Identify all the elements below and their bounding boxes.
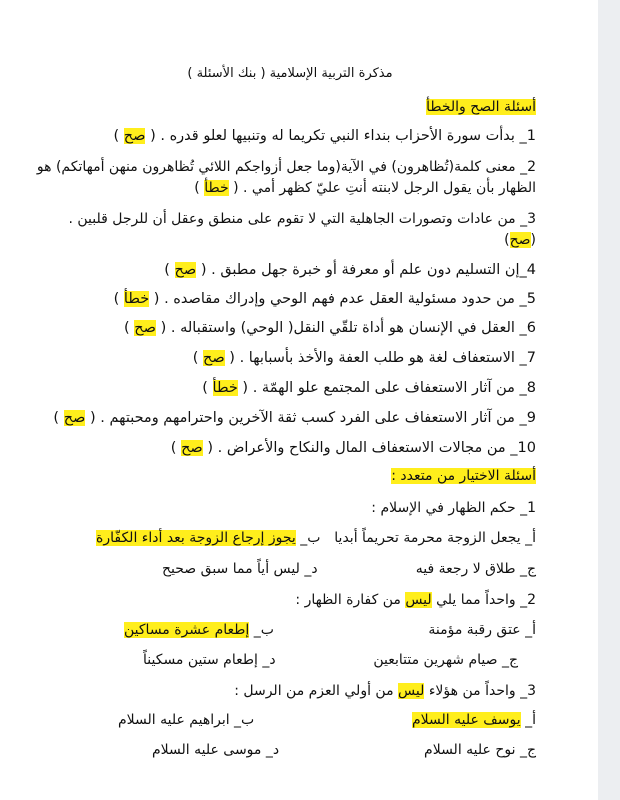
mcq-2-option-d: د_ إطعام ستين مسكيناً bbox=[143, 652, 276, 668]
mcq-heading: أسئلة الاختيار من متعدد : bbox=[391, 468, 536, 484]
mcq-2-option-c: ج_ صيام شهرين متتابعين bbox=[373, 652, 518, 668]
mcq-3-option-b: ب_ ابراهيم عليه السلام bbox=[118, 712, 255, 728]
tf-item-4: 4_إن التسليم دون علم أو معرفة أو خبرة جهل مطبق . ( صح ) bbox=[164, 262, 536, 278]
mcq-question-2: 2_ واحداً مما يلي ليس من كفارة الظهار : bbox=[295, 592, 536, 608]
tf-answer: صح bbox=[63, 410, 86, 426]
tf-heading: أسئلة الصح والخطأ bbox=[426, 99, 536, 115]
tf-answer: خطأ bbox=[123, 291, 150, 307]
tf-item-9: 9_ من آثار الاستعفاف على الفرد كسب ثقة الآخرين واحترامهم ومحبتهم . ( صح ) bbox=[53, 410, 536, 426]
mcq-1-option-a: أ_ يجعل الزوجة محرمة تحريماً أبديا bbox=[334, 530, 536, 546]
mcq-1-option-b: ب_ يجوز إرجاع الزوجة بعد أداء الكفّارة bbox=[96, 530, 321, 546]
mcq-3-option-d: د_ موسى عليه السلام bbox=[152, 742, 280, 758]
tf-answer: خطأ bbox=[212, 380, 238, 396]
mcq-1-option-d: د_ ليس أياً مما سبق صحيح bbox=[162, 561, 318, 577]
tf-item-10: 10_ من مجالات الاستعفاف المال والنكاح والأعراض . ( صح ) bbox=[170, 440, 536, 456]
tf-item-6: 6_ العقل في الإنسان هو أداة تلقّي النقل( الوحي) واستقباله . ( صح ) bbox=[124, 320, 536, 336]
page-margin-strip bbox=[598, 0, 620, 800]
mcq-3-option-a: أ_ يوسف عليه السلام bbox=[412, 712, 536, 728]
tf-item-7: 7_ الاستعفاف لغة هو طلب العفة والأخذ بأسبابها . ( صح ) bbox=[192, 350, 536, 366]
tf-item-5: 5_ من حدود مسئولية العقل عدم فهم الوحي وإدراك مقاصده . ( خطأ ) bbox=[113, 291, 536, 307]
tf-item-3: 3_ من عادات وتصورات الجاهلية التي لا تقوم على منطق وعقل أن للرجل قلبين . (صح) bbox=[68, 211, 536, 248]
mcq-2-option-b: ب_ إطعام عشرة مساكين bbox=[124, 622, 274, 638]
tf-answer: صح bbox=[123, 128, 146, 144]
tf-answer: خطأ bbox=[204, 180, 229, 196]
tf-answer: صح bbox=[174, 262, 197, 278]
tf-item-8: 8_ من آثار الاستعفاف على المجتمع علو الهمّة . ( خطأ ) bbox=[202, 380, 536, 396]
tf-item-2: 2_ معنى كلمة(تُظاهرون) في الآية(وما جعل أزواجكم اللائي تُظاهرون منهن أمهاتكم) هو الظهار بأن يقول الرجل لابنته أنتِ عليّ كظهر أمي . ( خطأ ) bbox=[36, 159, 536, 196]
document-title: مذكرة التربية الإسلامية ( بنك الأسئلة ) bbox=[187, 66, 393, 81]
tf-answer: صح bbox=[181, 440, 203, 456]
mcq-correct-answer: يجوز إرجاع الزوجة بعد أداء الكفّارة bbox=[96, 530, 296, 546]
mcq-correct-answer: إطعام عشرة مساكين bbox=[124, 622, 250, 638]
tf-answer: صح bbox=[134, 320, 156, 336]
tf-answer: صح bbox=[202, 350, 225, 366]
tf-answer: صح bbox=[509, 232, 531, 248]
mcq-correct-answer: يوسف عليه السلام bbox=[412, 712, 521, 728]
mcq-question-3: 3_ واحداً من هؤلاء ليس من أولي العزم من الرسل : bbox=[234, 683, 536, 699]
mcq-1-option-c: ج_ طلاق لا رجعة فيه bbox=[415, 561, 536, 577]
mcq-3-option-c: ج_ نوح عليه السلام bbox=[424, 742, 536, 758]
mcq-question-1: 1_ حكم الظهار في الإسلام : bbox=[371, 500, 536, 516]
tf-item-1: 1_ بدأت سورة الأحزاب بنداء النبي تكريما له وتنبيها لعلو قدره . ( صح ) bbox=[113, 128, 536, 144]
mcq-2-option-a: أ_ عتق رقبة مؤمنة bbox=[428, 622, 536, 638]
